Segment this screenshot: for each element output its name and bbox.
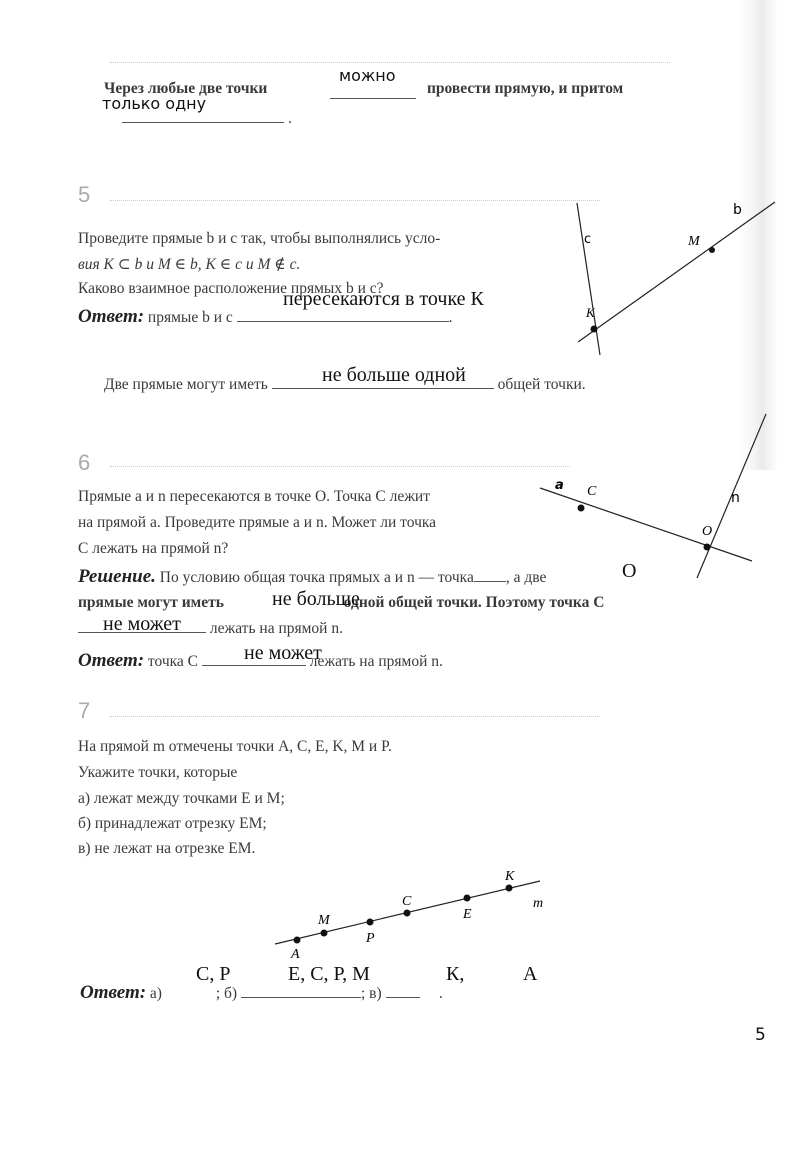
c-label: ; в) <box>360 985 382 1002</box>
task5-line3: Каково взаимное расположение прямых b и c? <box>78 280 384 297</box>
task5-answer-row: Ответ: прямые b и c . <box>78 306 453 327</box>
sol3-b: лежать на прямой n. <box>209 620 343 637</box>
point-M <box>321 930 328 937</box>
answer-c2: А <box>523 963 538 985</box>
answer-prefix: прямые b и c <box>147 309 233 326</box>
label-E: E <box>463 907 472 922</box>
task7-line5: в) не лежат на отрезке EM. <box>78 840 256 857</box>
sol1-b: , а две <box>505 569 547 586</box>
task6-diagram <box>540 414 766 578</box>
task7-line3: а) лежат между точками E и M; <box>78 790 285 807</box>
point-O <box>704 544 711 551</box>
task5-answer: пересекаются в точке К <box>283 288 484 310</box>
answer-a: С, Р <box>196 963 231 985</box>
task5-line1: Проведите прямые b и c так, чтобы выполнялись усло- <box>78 230 441 247</box>
point-E <box>464 895 471 902</box>
sol2-b: одной общей точки. Поэтому точка C <box>343 594 605 611</box>
task7-line1: На прямой m отмечены точки A, C, E, K, M и P. <box>78 738 392 755</box>
label-K: K <box>586 305 595 320</box>
intro-answer-2: только одну <box>102 94 207 113</box>
intro-text-a: Через любые две точки <box>104 80 268 97</box>
sol2-answer: не больше <box>272 588 360 610</box>
task6-line2: на прямой a. Проведите прямые a и n. Может ли точка <box>78 514 437 531</box>
answer-b: Е, С, Р, М <box>288 963 370 985</box>
label-A: A <box>291 947 300 962</box>
label-b: b <box>733 202 742 218</box>
task6-answer: не может <box>244 642 322 664</box>
a-label: а) <box>149 985 162 1002</box>
label-C: C <box>402 894 412 909</box>
sol1-a: По условию общая точка прямых a и n — точка <box>159 569 474 586</box>
label-a: a <box>555 478 564 493</box>
line-a <box>540 488 752 561</box>
answer-label: Ответ: <box>80 982 147 1003</box>
point-K <box>591 326 598 333</box>
point-M <box>709 247 715 253</box>
point-K <box>506 885 513 892</box>
intro-text-b: провести прямую, и притом <box>427 80 624 97</box>
task7-line2: Укажите точки, которые <box>78 764 238 781</box>
point-P <box>367 919 374 926</box>
point-C <box>404 910 411 917</box>
label-M: M <box>688 234 700 249</box>
solution-label: Решение. <box>78 566 156 587</box>
answer-suffix: лежать на прямой n. <box>309 653 443 670</box>
intro-answer-1: можно <box>339 66 396 85</box>
task-number: 6 <box>78 450 91 475</box>
label-C: C <box>587 484 597 499</box>
rule-suffix: общей точки. <box>497 376 586 393</box>
task5-diagram <box>577 202 775 355</box>
task5-line2: вия K ⊂ b и M ∈ b, K ∈ c и M ∉ c. <box>78 256 301 273</box>
task7-diagram <box>275 869 543 962</box>
label-c: c <box>584 232 592 247</box>
task-number: 7 <box>78 698 91 723</box>
task7-line4: б) принадлежат отрезку EM; <box>78 815 267 832</box>
task6-line3: C лежать на прямой n? <box>78 540 229 557</box>
answer-label: Ответ: <box>78 306 145 327</box>
label-P: P <box>366 931 375 946</box>
sol1-answer: O <box>622 560 637 582</box>
point-A <box>294 937 301 944</box>
task7-answer-row: Ответ: а) ; б) ; в) . <box>80 982 443 1003</box>
period: . <box>288 110 292 127</box>
rule-prefix: Две прямые могут иметь <box>104 376 268 393</box>
page-number: 5 <box>755 1025 766 1045</box>
label-K: K <box>505 869 515 884</box>
answer-prefix: точка C <box>147 653 199 670</box>
rule-answer: не больше одной <box>322 364 466 386</box>
label-M: M <box>318 913 330 928</box>
answer-c1: К, <box>446 963 465 985</box>
b-label: ; б) <box>215 985 238 1002</box>
label-O: O <box>702 524 713 539</box>
line-b <box>578 202 775 342</box>
task-number: 5 <box>78 182 91 207</box>
label-n: n <box>731 490 740 506</box>
sol2-a: прямые могут иметь <box>78 594 224 611</box>
point-C <box>578 505 585 512</box>
sol3-answer: не может <box>103 613 181 635</box>
answer-label: Ответ: <box>78 650 145 671</box>
label-m: m <box>533 896 544 911</box>
task6-line1: Прямые a и n пересекаются в точке O. Точка C лежит <box>78 488 430 505</box>
line-c <box>577 203 600 355</box>
